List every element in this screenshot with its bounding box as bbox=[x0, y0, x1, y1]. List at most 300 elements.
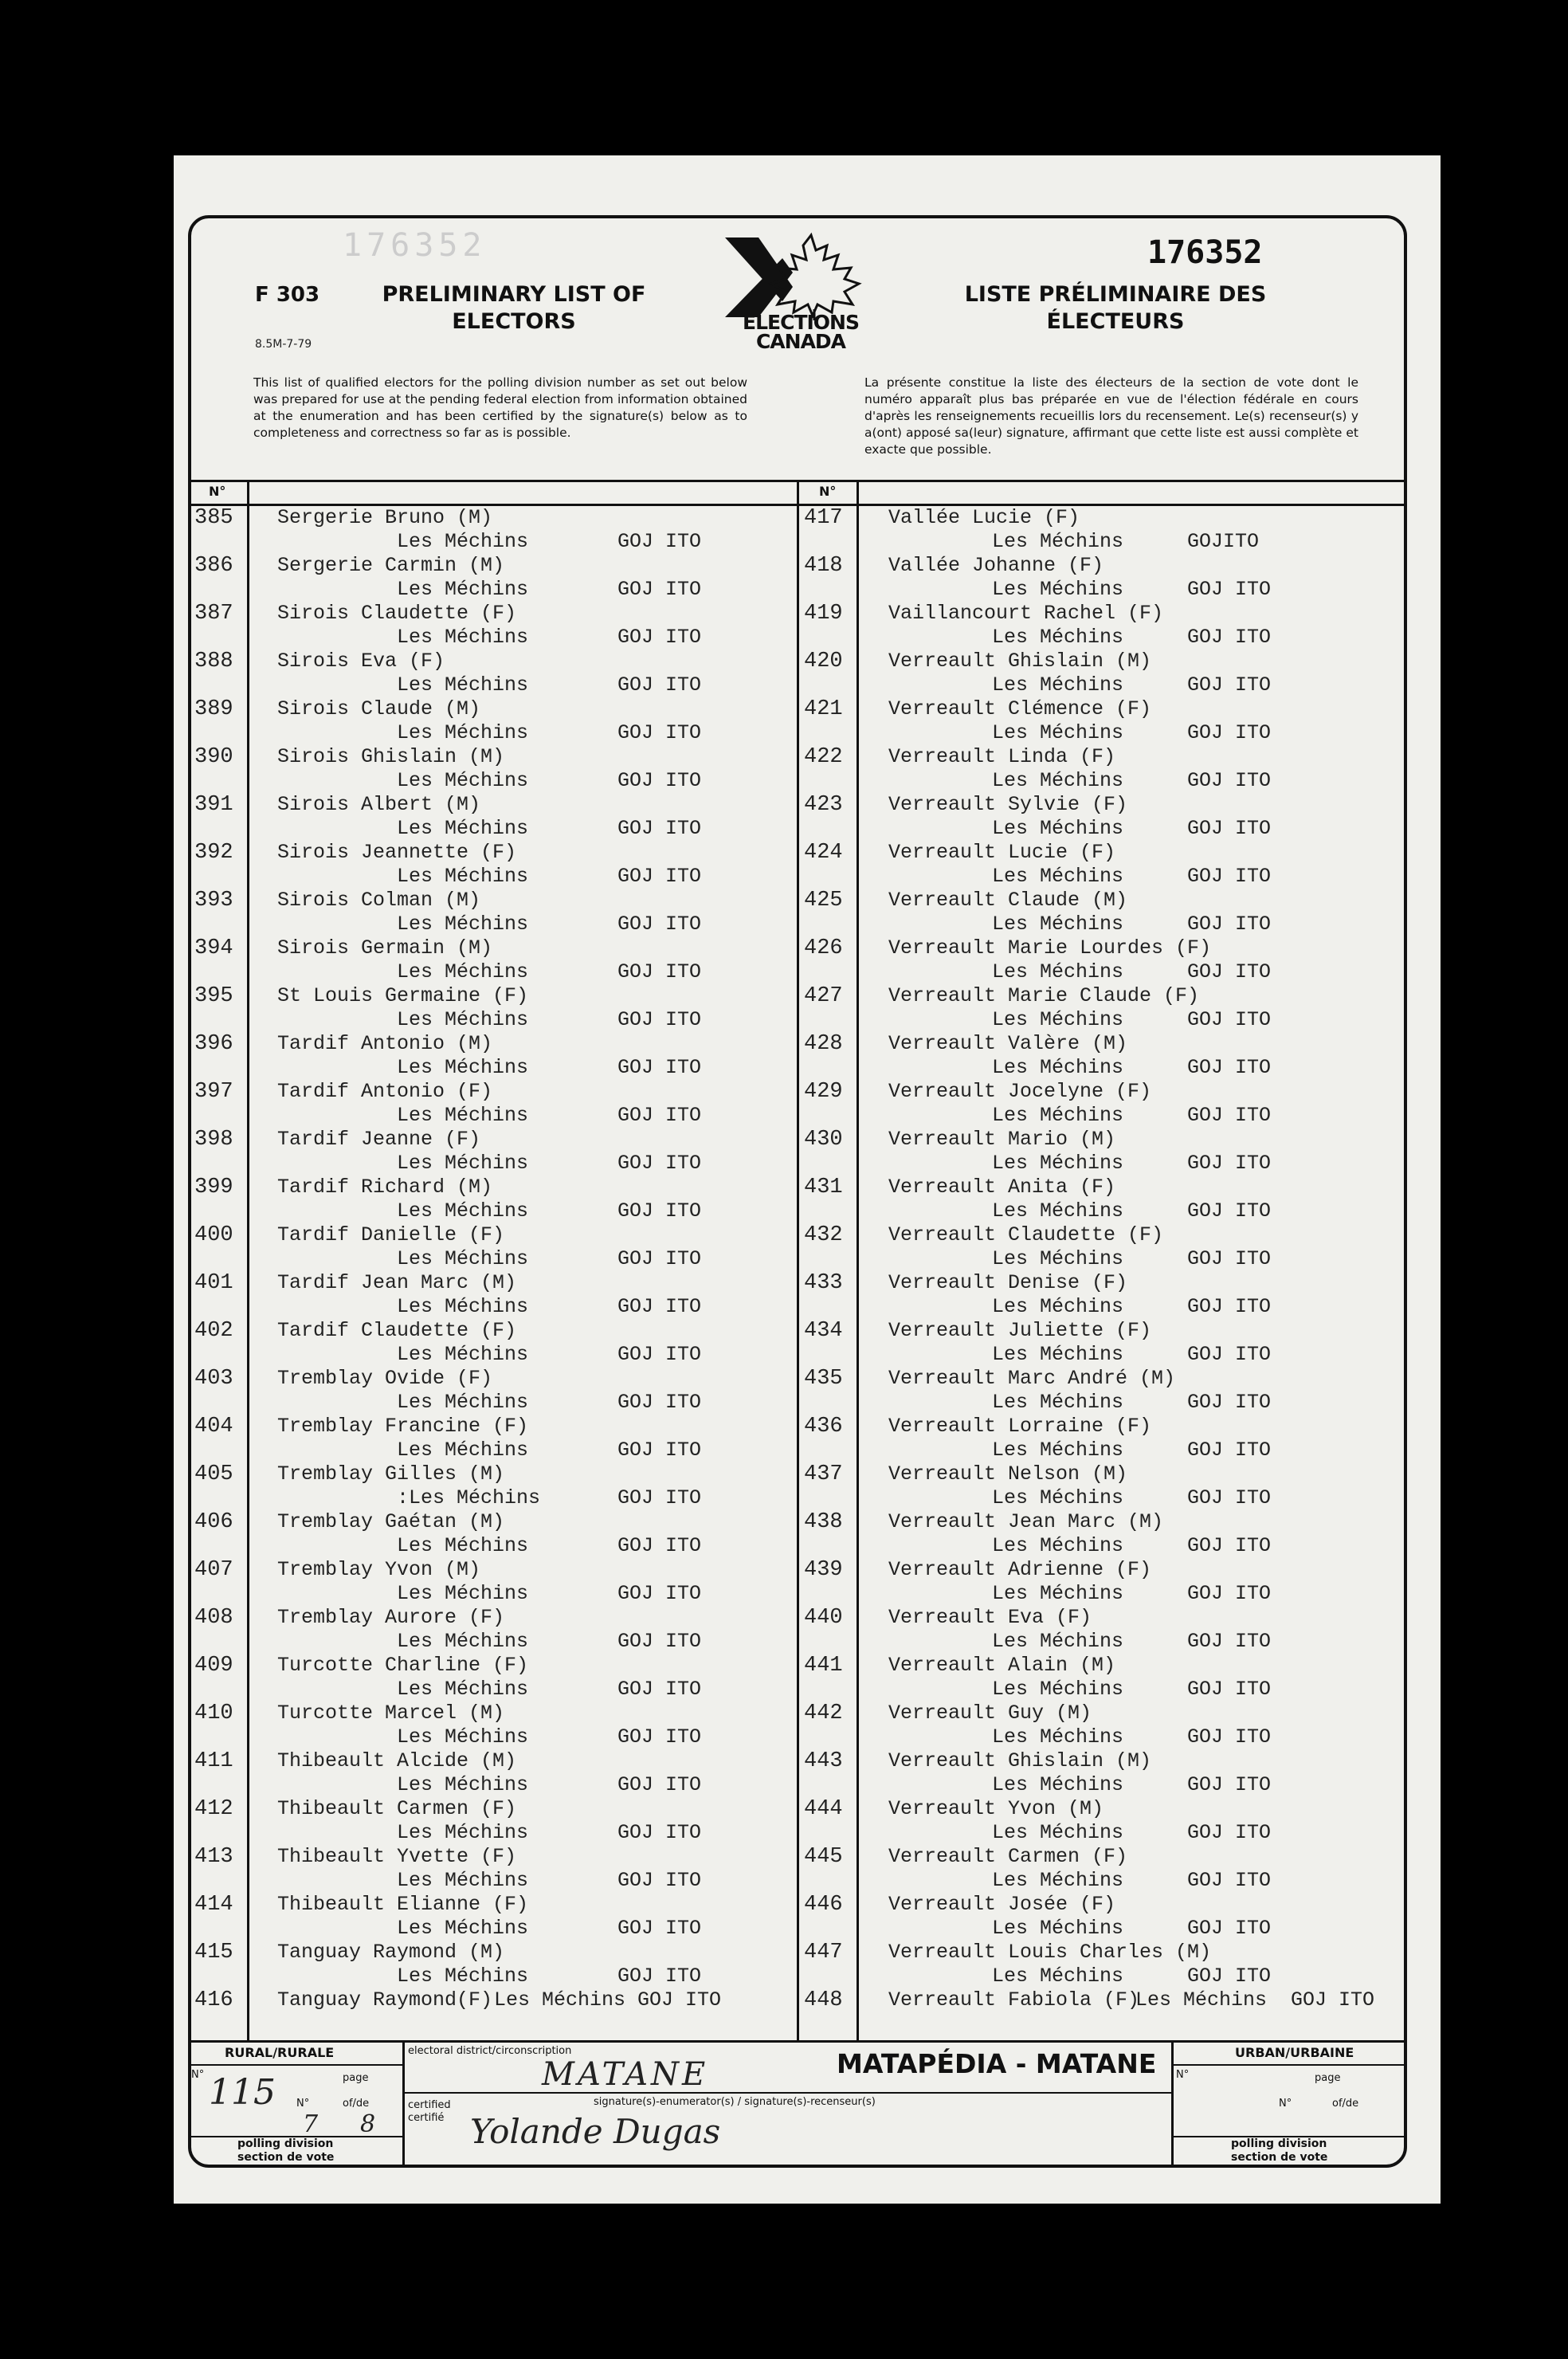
footer-label-rule bbox=[188, 2064, 403, 2066]
elector-postal-code: GOJ ITO bbox=[617, 1391, 702, 1414]
urban-no-label: N° bbox=[1176, 2069, 1190, 2081]
elector-entry bbox=[191, 1271, 793, 1319]
page-label: page bbox=[343, 2072, 369, 2084]
elector-postal-code: GOJ ITO bbox=[1187, 1725, 1272, 1749]
elector-name: Vaillancourt Rachel (F) bbox=[888, 602, 1164, 625]
elector-postal-code: GOJ ITO bbox=[1187, 626, 1272, 649]
elector-name: Sirois Ghislain (M) bbox=[277, 745, 505, 768]
elector-entry bbox=[801, 1797, 1406, 1845]
elector-postal-code: GOJ ITO bbox=[1187, 1104, 1272, 1127]
elector-entry bbox=[801, 889, 1406, 936]
elector-number: 387 bbox=[194, 602, 233, 626]
elector-name: Verreault Valère (M) bbox=[888, 1032, 1128, 1055]
elector-name: Verreault Anita (F) bbox=[888, 1176, 1116, 1199]
elector-name: Tardif Antonio (M) bbox=[277, 1032, 493, 1055]
elector-entry bbox=[801, 841, 1406, 889]
elector-number: 411 bbox=[194, 1749, 233, 1773]
elector-number: 394 bbox=[194, 936, 233, 960]
elector-number: 413 bbox=[194, 1845, 233, 1869]
intro-english: This list of qualified electors for the polling division number as set out below was prepared for use at the pending federal election from information obtained at the enumeration and has been certified by the signature(s) below as to completeness and correctness so far as is possible. bbox=[253, 375, 747, 440]
elector-postal-code: GOJ ITO bbox=[1187, 1247, 1272, 1270]
elector-locality: Les Méchins bbox=[992, 1534, 1124, 1557]
elector-postal-code: GOJ ITO bbox=[1187, 1965, 1272, 1988]
elector-locality: Les Méchins bbox=[992, 1678, 1124, 1701]
elector-entry bbox=[191, 1893, 793, 1941]
elector-name: Verreault Marc André (M) bbox=[888, 1367, 1176, 1390]
elector-entry bbox=[801, 602, 1406, 650]
elector-number: 396 bbox=[194, 1032, 233, 1056]
elector-entry bbox=[191, 1941, 793, 1988]
elector-number: 434 bbox=[804, 1319, 843, 1343]
footer-label-rule-right bbox=[1171, 2064, 1407, 2066]
elector-locality: Les Méchins bbox=[397, 1247, 529, 1270]
elector-postal-code: GOJ ITO bbox=[617, 1869, 702, 1892]
elector-locality: Les Méchins bbox=[992, 769, 1124, 792]
ghost-serial: 176352 bbox=[343, 227, 487, 264]
elector-postal-code: GOJ ITO bbox=[1187, 1199, 1272, 1223]
elector-postal-code: GOJ ITO bbox=[617, 1104, 702, 1127]
elector-name: Verreault Denise (F) bbox=[888, 1271, 1128, 1294]
elector-postal-code: GOJ ITO bbox=[1187, 1869, 1272, 1892]
elector-locality: Les Méchins bbox=[992, 913, 1124, 936]
elector-number: 444 bbox=[804, 1797, 843, 1821]
elector-number: 415 bbox=[194, 1941, 233, 1965]
elector-name: Tremblay Yvon (M) bbox=[277, 1558, 481, 1581]
elector-locality: Les Méchins bbox=[397, 1917, 529, 1940]
elector-locality: Les Méchins bbox=[992, 626, 1124, 649]
elector-entry bbox=[191, 1797, 793, 1845]
elector-number: 435 bbox=[804, 1367, 843, 1391]
elector-locality: Les Méchins bbox=[992, 1917, 1124, 1940]
elector-name: Tardif Jean Marc (M) bbox=[277, 1271, 517, 1294]
footer-top-rule bbox=[188, 2040, 1407, 2043]
elector-locality: Les Méchins bbox=[992, 1630, 1124, 1653]
elector-entry bbox=[801, 1893, 1406, 1941]
elector-number: 431 bbox=[804, 1176, 843, 1199]
elector-name: Verreault Jocelyne (F) bbox=[888, 1080, 1152, 1103]
elector-name: Verreault Juliette (F) bbox=[888, 1319, 1152, 1342]
elector-number: 418 bbox=[804, 554, 843, 578]
logo-text: ELECTIONS CANADA bbox=[743, 311, 859, 353]
elector-name: Turcotte Charline (F) bbox=[277, 1654, 529, 1677]
footer-rural-divider bbox=[402, 2040, 405, 2168]
elector-name: Thibeault Elianne (F) bbox=[277, 1893, 529, 1916]
title-french: LISTE PRÉLIMINAIRE DES ÉLECTEURS bbox=[964, 282, 1267, 334]
elector-locality: Les Méchins bbox=[397, 817, 529, 840]
signature-label: signature(s)-enumerator(s) / signature(s)-recenseur(s) bbox=[594, 2096, 876, 2108]
elector-entry bbox=[191, 936, 793, 984]
elector-postal-code: GOJ ITO bbox=[617, 1582, 702, 1605]
elector-locality: Les Méchins bbox=[992, 1343, 1124, 1366]
elector-entry bbox=[801, 650, 1406, 697]
elector-entry bbox=[801, 1988, 1406, 2036]
left-no-heading: N° bbox=[209, 484, 226, 499]
elector-name: Tardif Claudette (F) bbox=[277, 1319, 517, 1342]
elector-entry bbox=[801, 554, 1406, 602]
elector-name: Verreault Josée (F) bbox=[888, 1893, 1116, 1916]
elector-locality: Les Méchins bbox=[992, 721, 1124, 744]
elector-postal-code: GOJ ITO bbox=[617, 1534, 702, 1557]
elector-number: 390 bbox=[194, 745, 233, 769]
elector-name: Thibeault Yvette (F) bbox=[277, 1845, 517, 1868]
elector-entry bbox=[191, 1176, 793, 1223]
elector-locality: Les Méchins bbox=[397, 865, 529, 888]
elector-number: 408 bbox=[194, 1606, 233, 1630]
elector-entry bbox=[801, 506, 1406, 554]
elector-locality: Les Méchins bbox=[397, 578, 529, 601]
elector-postal-code: GOJ ITO bbox=[1187, 865, 1272, 888]
elector-postal-code: GOJ ITO bbox=[1187, 1678, 1272, 1701]
elector-entry bbox=[191, 602, 793, 650]
urban-page-label: page bbox=[1315, 2072, 1341, 2084]
elector-name: Tanguay Raymond (M) bbox=[277, 1941, 505, 1964]
elector-name: Sergerie Bruno (M) bbox=[277, 506, 493, 529]
elector-entry bbox=[801, 1176, 1406, 1223]
page-number: 7 bbox=[303, 2110, 319, 2138]
elector-postal-code: GOJ ITO bbox=[617, 1725, 702, 1749]
elector-name: Tremblay Ovide (F) bbox=[277, 1367, 493, 1390]
elector-locality: Les Méchins bbox=[992, 530, 1124, 553]
elector-name: Verreault Jean Marc (M) bbox=[888, 1510, 1164, 1533]
elector-number: 440 bbox=[804, 1606, 843, 1630]
elector-postal-code: GOJ ITO bbox=[1187, 721, 1272, 744]
urban-label: URBAN/URBAINE bbox=[1235, 2045, 1354, 2060]
elector-number: 436 bbox=[804, 1415, 843, 1439]
elector-postal-code: GOJ ITO bbox=[1187, 1773, 1272, 1796]
elector-locality: Les Méchins bbox=[397, 626, 529, 649]
elector-entry bbox=[801, 1702, 1406, 1749]
elector-locality: Les Méchins bbox=[992, 817, 1124, 840]
elector-locality: Les Méchins bbox=[397, 1630, 529, 1653]
elector-number: 430 bbox=[804, 1128, 843, 1152]
elector-name: Verreault Ghislain (M) bbox=[888, 1749, 1152, 1772]
center-rule-left bbox=[797, 480, 799, 2042]
elector-name: Tremblay Francine (F) bbox=[277, 1415, 529, 1438]
elector-entry bbox=[801, 1223, 1406, 1271]
elector-entry bbox=[801, 1128, 1406, 1176]
elector-number: 421 bbox=[804, 697, 843, 721]
elector-entry bbox=[801, 984, 1406, 1032]
elector-entry bbox=[191, 554, 793, 602]
elector-postal-code: GOJ ITO bbox=[617, 1008, 702, 1031]
elector-name: Verreault Carmen (F) bbox=[888, 1845, 1128, 1868]
elector-number: 438 bbox=[804, 1510, 843, 1534]
elector-locality: Les Méchins bbox=[397, 1008, 529, 1031]
elector-entry bbox=[801, 1319, 1406, 1367]
elector-locality: Les Méchins bbox=[992, 578, 1124, 601]
page-of-label: of/de bbox=[343, 2098, 370, 2110]
elector-number: 432 bbox=[804, 1223, 843, 1247]
elector-postal-code: GOJ ITO bbox=[617, 960, 702, 983]
intro-french: La présente constitue la liste des électeurs de la section de vote dont le numéro apparaît plus bas préparée en vue de l'élection fédérale en cours d'après les renseignements recueillis lors du recensement. Le(s) recenseur(s) y a(ont) apposé sa(leur) signature, affirmant que cette liste est aussi complète et exacte que possible. bbox=[864, 375, 1358, 457]
elector-entry bbox=[191, 745, 793, 793]
elector-entry bbox=[191, 697, 793, 745]
elector-locality: Les Méchins bbox=[397, 1056, 529, 1079]
elector-locality: Les Méchins bbox=[397, 1773, 529, 1796]
elector-number: 414 bbox=[194, 1893, 233, 1917]
elector-postal-code: GOJ ITO bbox=[617, 1821, 702, 1844]
elector-postal-code: GOJ ITO bbox=[617, 913, 702, 936]
elector-number: 385 bbox=[194, 506, 233, 530]
elector-postal-code: GOJ ITO bbox=[617, 1295, 702, 1318]
elector-entry bbox=[801, 1032, 1406, 1080]
elector-entry bbox=[801, 1654, 1406, 1702]
elector-postal-code: GOJ ITO bbox=[617, 1486, 702, 1509]
urban-page-of-label: of/de bbox=[1332, 2098, 1359, 2110]
district-handwritten: MATANE bbox=[542, 2056, 709, 2093]
elector-locality: Les Méchins bbox=[992, 1104, 1124, 1127]
elector-postal-code: GOJITO bbox=[1187, 530, 1260, 553]
elector-locality: Les Méchins bbox=[992, 1391, 1124, 1414]
elector-number: 446 bbox=[804, 1893, 843, 1917]
elector-name: Verreault Linda (F) bbox=[888, 745, 1116, 768]
elector-number: 392 bbox=[194, 841, 233, 865]
elector-entry bbox=[801, 1080, 1406, 1128]
elector-number: 388 bbox=[194, 650, 233, 673]
elector-locality: Les Méchins bbox=[397, 1199, 529, 1223]
elector-postal-code: GOJ ITO bbox=[617, 721, 702, 744]
elector-entry bbox=[191, 1988, 793, 2036]
elector-name: Verreault Guy (M) bbox=[888, 1702, 1092, 1725]
elector-name: Tardif Richard (M) bbox=[277, 1176, 493, 1199]
elector-number: 395 bbox=[194, 984, 233, 1008]
elector-postal-code: GOJ ITO bbox=[617, 1247, 702, 1270]
elector-name: St Louis Germaine (F) bbox=[277, 984, 529, 1007]
elector-locality: Les Méchins bbox=[992, 1295, 1124, 1318]
elector-postal-code: GOJ ITO bbox=[617, 1439, 702, 1462]
elector-entry bbox=[801, 1367, 1406, 1415]
elector-number: 425 bbox=[804, 889, 843, 913]
elector-number: 443 bbox=[804, 1749, 843, 1773]
elector-number: 437 bbox=[804, 1462, 843, 1486]
elector-entry bbox=[801, 1510, 1406, 1558]
elector-entry bbox=[191, 1080, 793, 1128]
elector-postal-code: GOJ ITO bbox=[1187, 673, 1272, 697]
elector-number: 422 bbox=[804, 745, 843, 769]
elector-name: Verreault Marie Claude (F) bbox=[888, 984, 1200, 1007]
elector-postal-code: GOJ ITO bbox=[617, 1343, 702, 1366]
elector-locality: Les Méchins bbox=[397, 530, 529, 553]
elector-entry bbox=[191, 1702, 793, 1749]
elector-locality: Les Méchins bbox=[397, 1534, 529, 1557]
elector-entry bbox=[801, 1749, 1406, 1797]
elector-number: 402 bbox=[194, 1319, 233, 1343]
elector-locality: Les Méchins bbox=[992, 1821, 1124, 1844]
elector-postal-code: GOJ ITO bbox=[617, 817, 702, 840]
elector-locality: Les Méchins bbox=[397, 1343, 529, 1366]
elector-postal-code: GOJ ITO bbox=[617, 530, 702, 553]
elector-postal-code: GOJ ITO bbox=[617, 1678, 702, 1701]
section-de-vote-label: section de vote bbox=[237, 2151, 335, 2164]
elector-postal-code: GOJ ITO bbox=[617, 1199, 702, 1223]
elector-entry bbox=[191, 506, 793, 554]
elector-name: Thibeault Alcide (M) bbox=[277, 1749, 517, 1772]
elector-name: Verreault Adrienne (F) bbox=[888, 1558, 1152, 1581]
elector-name: Verreault Ghislain (M) bbox=[888, 650, 1152, 673]
elector-entry bbox=[191, 1415, 793, 1462]
elector-locality: Les Méchins bbox=[397, 1869, 529, 1892]
elector-postal-code: GOJ ITO bbox=[617, 1056, 702, 1079]
elector-number: 429 bbox=[804, 1080, 843, 1104]
elector-postal-code: GOJ ITO bbox=[617, 1773, 702, 1796]
elector-number: 406 bbox=[194, 1510, 233, 1534]
elector-name: Tardif Jeanne (F) bbox=[277, 1128, 481, 1151]
urban-section-de-vote-label: section de vote bbox=[1231, 2151, 1328, 2164]
page-no-label: N° bbox=[296, 2098, 310, 2110]
elector-number: 407 bbox=[194, 1558, 233, 1582]
elector-locality: Les Méchins bbox=[992, 1486, 1124, 1509]
elector-locality: Les Méchins bbox=[992, 1965, 1124, 1988]
elector-locality: Les Méchins bbox=[494, 1988, 626, 2012]
elector-postal-code: GOJ ITO bbox=[617, 1630, 702, 1653]
elector-entry bbox=[191, 889, 793, 936]
elector-name: Verreault Nelson (M) bbox=[888, 1462, 1128, 1486]
certifie-label: certifié bbox=[408, 2112, 445, 2124]
elector-postal-code: GOJ ITO bbox=[1187, 578, 1272, 601]
elector-number: 439 bbox=[804, 1558, 843, 1582]
polling-division-label: polling division bbox=[237, 2137, 334, 2150]
elector-number: 423 bbox=[804, 793, 843, 817]
elector-name: Verreault Sylvie (F) bbox=[888, 793, 1128, 816]
elector-locality: Les Méchins bbox=[397, 1965, 529, 1988]
elector-postal-code: GOJ ITO bbox=[1187, 1152, 1272, 1175]
form-edition: 8.5M-7-79 bbox=[255, 338, 312, 351]
electoral-district-label: electoral district/circonscription bbox=[408, 2045, 572, 2057]
elector-locality: Les Méchins bbox=[1135, 1988, 1268, 2012]
elector-number: 405 bbox=[194, 1462, 233, 1486]
elector-entry bbox=[191, 1223, 793, 1271]
elector-number: 401 bbox=[194, 1271, 233, 1295]
elector-locality: Les Méchins bbox=[397, 913, 529, 936]
elector-name: Tanguay Raymond(F) bbox=[277, 1988, 493, 2012]
elector-locality: Les Méchins bbox=[397, 1678, 529, 1701]
elector-entry bbox=[191, 1654, 793, 1702]
elector-number: 424 bbox=[804, 841, 843, 865]
elector-entry bbox=[801, 1271, 1406, 1319]
elector-number: 393 bbox=[194, 889, 233, 913]
elector-entry bbox=[801, 793, 1406, 841]
elector-number: 389 bbox=[194, 697, 233, 721]
certified-label: certified bbox=[408, 2099, 451, 2111]
elector-name: Verreault Fabiola (F) bbox=[888, 1988, 1140, 2012]
elector-postal-code: GOJ ITO bbox=[1187, 1821, 1272, 1844]
elector-postal-code: GOJ ITO bbox=[1187, 1343, 1272, 1366]
elector-locality: Les Méchins bbox=[397, 1439, 529, 1462]
elector-postal-code: GOJ ITO bbox=[1291, 1988, 1375, 2012]
elector-entry bbox=[801, 1415, 1406, 1462]
elector-locality: Les Méchins bbox=[992, 1773, 1124, 1796]
elector-number: 417 bbox=[804, 506, 843, 530]
elector-postal-code: GOJ ITO bbox=[617, 1152, 702, 1175]
elector-postal-code: GOJ ITO bbox=[1187, 1391, 1272, 1414]
elector-name: Vallée Johanne (F) bbox=[888, 554, 1104, 577]
elector-postal-code: GOJ ITO bbox=[1187, 1486, 1272, 1509]
footer-urban-divider bbox=[1171, 2040, 1174, 2168]
elector-entry bbox=[801, 1606, 1406, 1654]
elector-postal-code: GOJ ITO bbox=[617, 673, 702, 697]
elector-number: 399 bbox=[194, 1176, 233, 1199]
elector-name: Verreault Alain (M) bbox=[888, 1654, 1116, 1677]
elector-locality: Les Méchins bbox=[397, 1821, 529, 1844]
elector-number: 404 bbox=[194, 1415, 233, 1439]
elector-postal-code: GOJ ITO bbox=[1187, 1917, 1272, 1940]
elector-name: Verreault Louis Charles (M) bbox=[888, 1941, 1212, 1964]
elector-postal-code: GOJ ITO bbox=[617, 578, 702, 601]
elector-postal-code: GOJ ITO bbox=[617, 769, 702, 792]
elector-entry bbox=[191, 841, 793, 889]
elector-entry bbox=[801, 1941, 1406, 1988]
elector-locality: Les Méchins bbox=[992, 1869, 1124, 1892]
elector-locality: Les Méchins bbox=[992, 1008, 1124, 1031]
elector-locality: Les Méchins bbox=[397, 721, 529, 744]
elector-entry bbox=[191, 1510, 793, 1558]
elector-postal-code: GOJ ITO bbox=[1187, 1008, 1272, 1031]
form-number: F 303 bbox=[255, 283, 320, 307]
elector-postal-code: GOJ ITO bbox=[1187, 1630, 1272, 1653]
elector-name: Sirois Eva (F) bbox=[277, 650, 445, 673]
elector-name: Sirois Albert (M) bbox=[277, 793, 481, 816]
elector-number: 400 bbox=[194, 1223, 233, 1247]
title-english: PRELIMINARY LIST OF ELECTORS bbox=[382, 282, 646, 334]
elector-number: 426 bbox=[804, 936, 843, 960]
elector-entry bbox=[801, 745, 1406, 793]
elector-locality: Les Méchins bbox=[992, 1056, 1124, 1079]
elector-postal-code: GOJ ITO bbox=[617, 865, 702, 888]
elector-number: 420 bbox=[804, 650, 843, 673]
elector-name: Tremblay Aurore (F) bbox=[277, 1606, 505, 1629]
elector-number: 403 bbox=[194, 1367, 233, 1391]
elector-postal-code: GOJ ITO bbox=[637, 1988, 722, 2012]
elector-locality: Les Méchins bbox=[992, 673, 1124, 697]
elector-name: Tardif Danielle (F) bbox=[277, 1223, 505, 1246]
elector-locality: Les Méchins bbox=[992, 960, 1124, 983]
rural-no-label: N° bbox=[191, 2069, 205, 2081]
elector-locality: Les Méchins bbox=[397, 1295, 529, 1318]
enumerator-signature: Yolande Dugas bbox=[470, 2112, 721, 2151]
elector-postal-code: GOJ ITO bbox=[1187, 960, 1272, 983]
elector-postal-code: GOJ ITO bbox=[1187, 1056, 1272, 1079]
elector-postal-code: GOJ ITO bbox=[1187, 1295, 1272, 1318]
elector-number: 445 bbox=[804, 1845, 843, 1869]
elector-locality: Les Méchins bbox=[397, 1152, 529, 1175]
elector-postal-code: GOJ ITO bbox=[1187, 1582, 1272, 1605]
elector-number: 448 bbox=[804, 1988, 843, 2012]
elector-locality: Les Méchins bbox=[397, 1391, 529, 1414]
elector-number: 391 bbox=[194, 793, 233, 817]
elector-locality: Les Méchins bbox=[397, 1725, 529, 1749]
elector-name: Tremblay Gilles (M) bbox=[277, 1462, 505, 1486]
elector-postal-code: GOJ ITO bbox=[1187, 1439, 1272, 1462]
elector-locality: Les Méchins bbox=[992, 1439, 1124, 1462]
elector-number: 409 bbox=[194, 1654, 233, 1678]
elector-entry bbox=[191, 793, 793, 841]
urban-page-no-label: N° bbox=[1279, 2098, 1292, 2110]
elector-name: Sirois Germain (M) bbox=[277, 936, 493, 960]
elector-locality: Les Méchins bbox=[397, 960, 529, 983]
right-no-heading: N° bbox=[819, 484, 837, 499]
elector-name: Thibeault Carmen (F) bbox=[277, 1797, 517, 1820]
elector-locality: Les Méchins bbox=[992, 1199, 1124, 1223]
elector-entry bbox=[191, 984, 793, 1032]
elector-number: 416 bbox=[194, 1988, 233, 2012]
elector-postal-code: GOJ ITO bbox=[617, 1917, 702, 1940]
elector-entry bbox=[191, 1845, 793, 1893]
elector-entry bbox=[191, 1749, 793, 1797]
elector-locality: Les Méchins bbox=[397, 1104, 529, 1127]
elector-locality: Les Méchins bbox=[992, 1152, 1124, 1175]
elector-entry bbox=[191, 1128, 793, 1176]
elector-postal-code: GOJ ITO bbox=[617, 1965, 702, 1988]
